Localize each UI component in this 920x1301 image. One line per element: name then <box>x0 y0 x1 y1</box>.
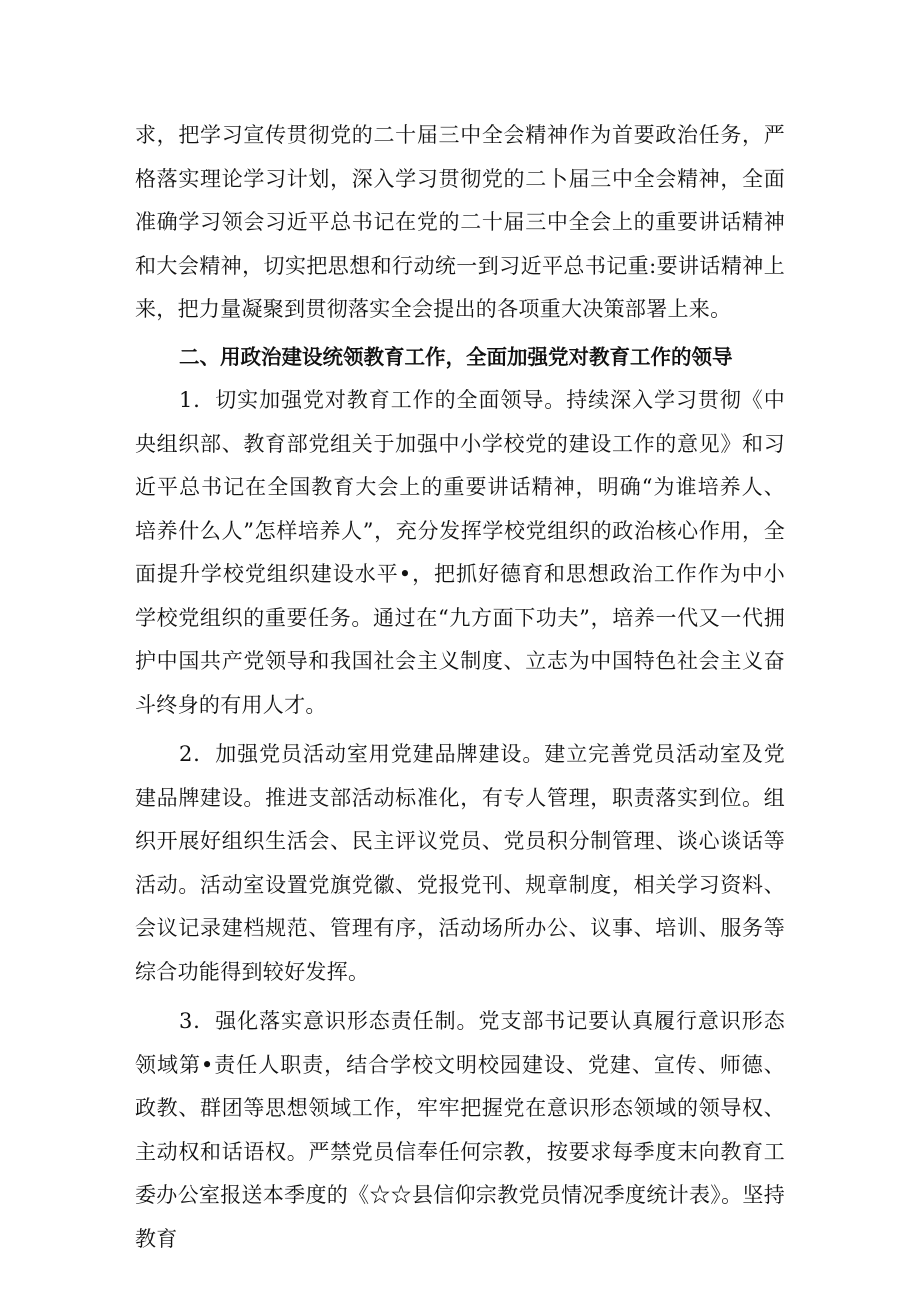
section-heading-2: 二、用政治建设统领教育工作，全面加强党对教育工作的领导 <box>179 344 733 369</box>
paragraph-item-1: 1．切实加强党对教育工作的全面领导。持续深入学习贯彻《中央组织部、教育部党组关于加强中小学校党的建设工作的意见》和习近平总书记在全国教育大会上的重要讲话精神，明确“为谁培养人、培养什么人”怎样培养人”，充分发挥学校党组织的政治核心作用，全面提升学校党组织建设水平•，把抓好德育和思想政治工作作为中小学校党组织的重要任务。通过在“九方面下功夫”，培养一代又一代拥护中国共产党领导和我国社会主义制度、立志为中国特色社会主义奋斗终身的有用人才。 <box>135 388 785 717</box>
document-body <box>135 114 785 1261</box>
paragraph-item-3: 3．强化落实意识形态责任制。党支部书记要认真履行意识形态领域第•责任人职责，结合学校文明校园建设、党建、宣传、师德、政教、群团等思想领域工作，牢牢把握党在意识形态领域的领导权、主动权和话语权。严禁党员信奉任何宗教，按要求每季度末向教育工委办公室报送本季度的《☆☆县信仰宗教党员情况季度统计表》。坚持教育 <box>135 1009 785 1251</box>
paragraph-continuation: 求，把学习宣传贯彻党的二十届三中全会精神作为首要政治任务，严格落实理论学习计划，深入学习贯彻党的二卜届三中全会精神，全面准确学习领会习近平总书记在党的二十届三中全会上的重要讲话精神和大会精神，切实把思想和行动统一到习近平总书记重:要讲话精神上来，把力量凝聚到贯彻落实全会提出的各项重大决策部署上来。 <box>135 123 785 321</box>
paragraph-item-2: 2．加强党员活动室用党建品牌建设。建立完善党员活动室及党建品牌建设。推进支部活动标准化，有专人管理，职责落实到位。组织开展好组织生活会、民主评议党员、党员积分制管理、谈心谈话等活动。活动室设置党旗党徽、党报党刊、规章制度，相关学习资料、会议记录建档规范、管理有序，活动场所办公、议事、培训、服务等综合功能得到较好发挥。 <box>135 742 785 984</box>
